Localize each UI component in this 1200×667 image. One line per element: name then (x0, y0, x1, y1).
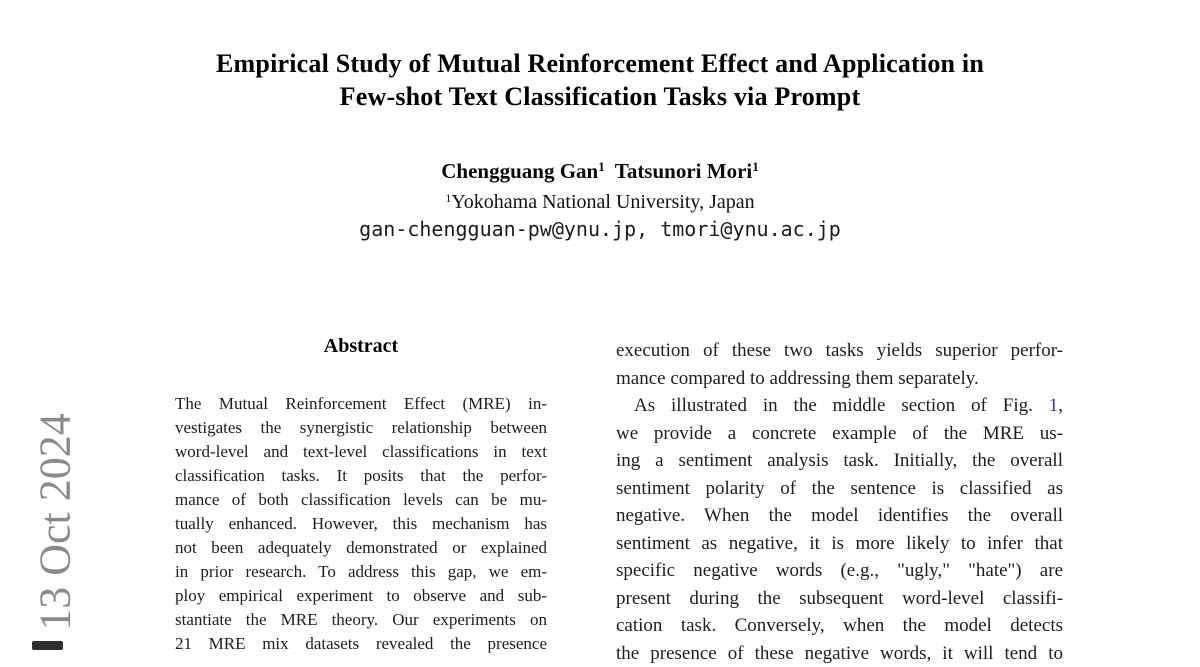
abstract-paragraph (175, 392, 547, 656)
abstract-line: mance of both classification levels can be mu- (175, 488, 547, 512)
abstract-line: The Mutual Reinforcement Effect (MRE) in- (175, 392, 547, 416)
paper-title-line2: Few-shot Text Classification Tasks via Prompt (0, 80, 1200, 113)
abstract-line: in prior research. To address this gap, we em- (175, 560, 547, 584)
body-line: cation task. Conversely, when the model detects (616, 612, 1063, 640)
body-line-post-text: , (1058, 395, 1063, 416)
authors-line (0, 159, 1200, 184)
figure-1-reference-link[interactable]: 1 (1049, 395, 1059, 416)
body-line-pre-text: As illustrated in the middle section of Fig. (634, 395, 1033, 416)
abstract-line: word-level and text-level classifications in text (175, 440, 547, 464)
abstract-line: vestigates the synergistic relationship between (175, 416, 547, 440)
author-name-1: Chengguang Gan (441, 159, 598, 183)
paper-title-line1: Empirical Study of Mutual Reinforcement Effect and Application in (0, 47, 1200, 80)
abstract-line: classification tasks. It posits that the perfor- (175, 464, 547, 488)
affiliation-line (0, 191, 1200, 214)
affiliation-sup: 1 (445, 191, 451, 205)
watermark-cutoff-fragment (32, 641, 63, 650)
body-line: sentiment as negative, it is more likely to infer that (616, 530, 1063, 558)
arxiv-date-watermark: 13 Oct 2024 (30, 413, 81, 631)
body-line: negative. When the model identifies the overall (616, 502, 1063, 530)
emails-line: gan-chengguan-pw@ynu.jp, tmori@ynu.ac.jp (0, 217, 1200, 241)
body-column (616, 337, 1063, 667)
abstract-line-cutoff: 21 MRE mix datasets revealed the presence (175, 632, 547, 656)
abstract-line: ploy empirical experiment to observe and sub- (175, 584, 547, 608)
abstract-heading: Abstract (175, 334, 547, 358)
body-line: sentiment polarity of the sentence is classified as (616, 475, 1063, 503)
body-line-with-figure-ref (616, 392, 1063, 420)
affiliation-text: Yokohama National University, Japan (451, 191, 754, 213)
body-line-cutoff: the presence of these negative words, it will tend to (616, 640, 1063, 667)
abstract-column (175, 334, 547, 656)
abstract-line: stantiate the MRE theory. Our experiments on (175, 608, 547, 632)
body-line: ing a sentiment analysis task. Initially, the overall (616, 447, 1063, 475)
body-line: specific negative words (e.g., "ugly," "hate") are (616, 557, 1063, 585)
abstract-line: not been adequately demonstrated or explained (175, 536, 547, 560)
body-line: present during the subsequent word-level classifi- (616, 585, 1063, 613)
author-affil-sup-1: 1 (598, 159, 605, 174)
author-name-2: Tatsunori Mori (615, 159, 752, 183)
author-affil-sup-2: 1 (752, 159, 759, 174)
body-line: execution of these two tasks yields superior perfor- (616, 337, 1063, 365)
abstract-line: tually enhanced. However, this mechanism has (175, 512, 547, 536)
body-paragraph-end-line: mance compared to addressing them separately. (616, 365, 1063, 393)
paper-title (0, 47, 1200, 113)
body-line: we provide a concrete example of the MRE us- (616, 420, 1063, 448)
